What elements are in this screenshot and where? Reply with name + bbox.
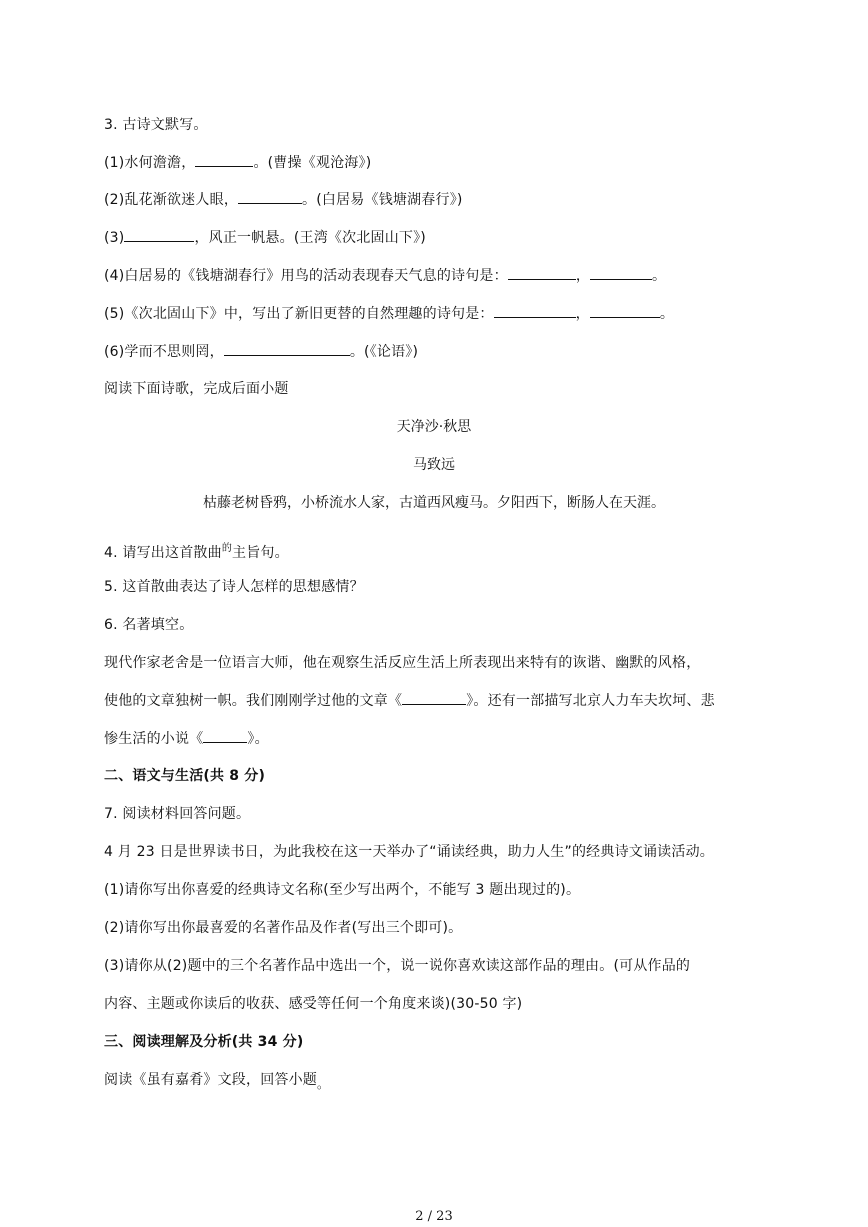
poem-intro: 阅读下面诗歌，完成后面小题 (104, 381, 289, 397)
q6-line-3-pre: 惨生活的小说《 (104, 731, 204, 747)
q3-item-6 (104, 341, 418, 362)
q3-item-4-mid: ， (575, 268, 591, 284)
q3-item-2-post: 。(白居易《钱塘湖春行》) (302, 192, 463, 208)
q6-line-3 (104, 728, 269, 749)
page-number: 2 / 23 (415, 1209, 453, 1224)
answer-blank[interactable] (508, 265, 576, 280)
q3-item-4-post: 。 (652, 268, 667, 284)
q6-line-1: 现代作家老舍是一位语言大师，他在观察生活反应生活上所表现出来特有的诙谐、幽默的风格， (104, 655, 701, 671)
answer-blank[interactable] (494, 303, 576, 318)
q7-sub-1: (1)请你写出你喜爱的经典诗文名称(至少写出两个，不能写 3 题出现过的)。 (104, 882, 581, 898)
section-3-intro-mark: 。 (317, 1077, 330, 1091)
q3-item-5-post: 。 (659, 306, 675, 322)
answer-blank[interactable] (224, 341, 350, 356)
section-3-intro (104, 1070, 329, 1094)
q4-sup: 的 (221, 543, 233, 554)
q3-item-5 (104, 303, 674, 324)
q5: 5. 这首散曲表达了诗人怎样的思想感情？ (104, 579, 364, 595)
q3-item-1 (104, 152, 371, 173)
answer-blank[interactable] (238, 189, 302, 204)
q3-item-2-pre: (2)乱花渐欲迷人眼， (104, 192, 239, 208)
answer-blank[interactable] (402, 690, 466, 705)
q7-title: 7. 阅读材料回答问题。 (104, 806, 251, 822)
q6-line-2-pre: 使他的文章独树一帜。我们刚刚学过他的文章《 (104, 693, 403, 709)
q7-sub-2: (2)请你写出你最喜爱的名著作品及作者(写出三个即可)。 (104, 920, 463, 936)
answer-blank[interactable] (203, 728, 247, 743)
q3-item-3-pre: (3) (104, 230, 125, 246)
q4 (104, 539, 289, 563)
q3-item-5-pre: (5)《次北固山下》中，写出了新旧更替的自然理趣的诗句是： (104, 306, 494, 322)
q6-line-2 (104, 690, 715, 711)
answer-blank[interactable] (195, 152, 253, 167)
q3-item-4-pre: (4)白居易的《钱塘湖春行》用鸟的活动表现春天气息的诗句是： (104, 268, 508, 284)
q6-line-2-post: 》。还有一部描写北京人力车夫坎坷、悲 (466, 693, 715, 709)
q3-item-1-post: 。(曹操《观沧海》) (253, 155, 372, 171)
q3-title: 3. 古诗文默写。 (104, 117, 208, 133)
answer-blank[interactable] (124, 227, 194, 242)
q3-item-5-mid: ， (575, 306, 590, 322)
q3-item-4 (104, 265, 666, 286)
section-3-intro-text: 阅读《虽有嘉肴》文段，回答小题 (104, 1072, 317, 1088)
section-3-heading: 三、阅读理解及分析(共 34 分) (104, 1034, 304, 1050)
q3-item-6-pre: (6)学而不思则罔， (104, 344, 224, 360)
q3-item-1-pre: (1)水何澹澹， (104, 155, 196, 171)
q3-item-6-post: 。(《论语》) (349, 344, 419, 360)
q4-post: 主旨句。 (232, 545, 289, 561)
q7-material: 4 月 23 日是世界读书日，为此我校在这一天举办了“诵读经典，助力人生”的经典诗文诵读活动。 (104, 844, 714, 860)
q3-item-3 (104, 227, 426, 248)
q3-item-2 (104, 189, 463, 210)
poem-title: 天净沙·秋思 (396, 419, 472, 435)
q7-sub-3-line-1: (3)请你从(2)题中的三个名著作品中选出一个，说一说你喜欢读这部作品的理由。(可从作品的 (104, 958, 691, 974)
answer-blank[interactable] (590, 265, 652, 280)
q4-pre: 4. 请写出这首散曲 (104, 545, 222, 561)
q6-title: 6. 名著填空。 (104, 617, 194, 633)
answer-blank[interactable] (590, 303, 660, 318)
poem-text: 枯藤老树昏鸦，小桥流水人家，古道西风瘦马。夕阳西下，断肠人在天涯。 (203, 495, 665, 511)
q7-sub-3-line-2: 内容、主题或你读后的收获、感受等任何一个角度来谈)(30-50 字) (104, 996, 523, 1012)
q3-item-3-post: ，风正一帆悬。(王湾《次北固山下》) (194, 230, 426, 246)
q6-line-3-post: 》。 (247, 731, 269, 747)
section-2-heading: 二、语文与生活(共 8 分) (104, 768, 266, 784)
poem-author: 马致远 (413, 457, 455, 473)
